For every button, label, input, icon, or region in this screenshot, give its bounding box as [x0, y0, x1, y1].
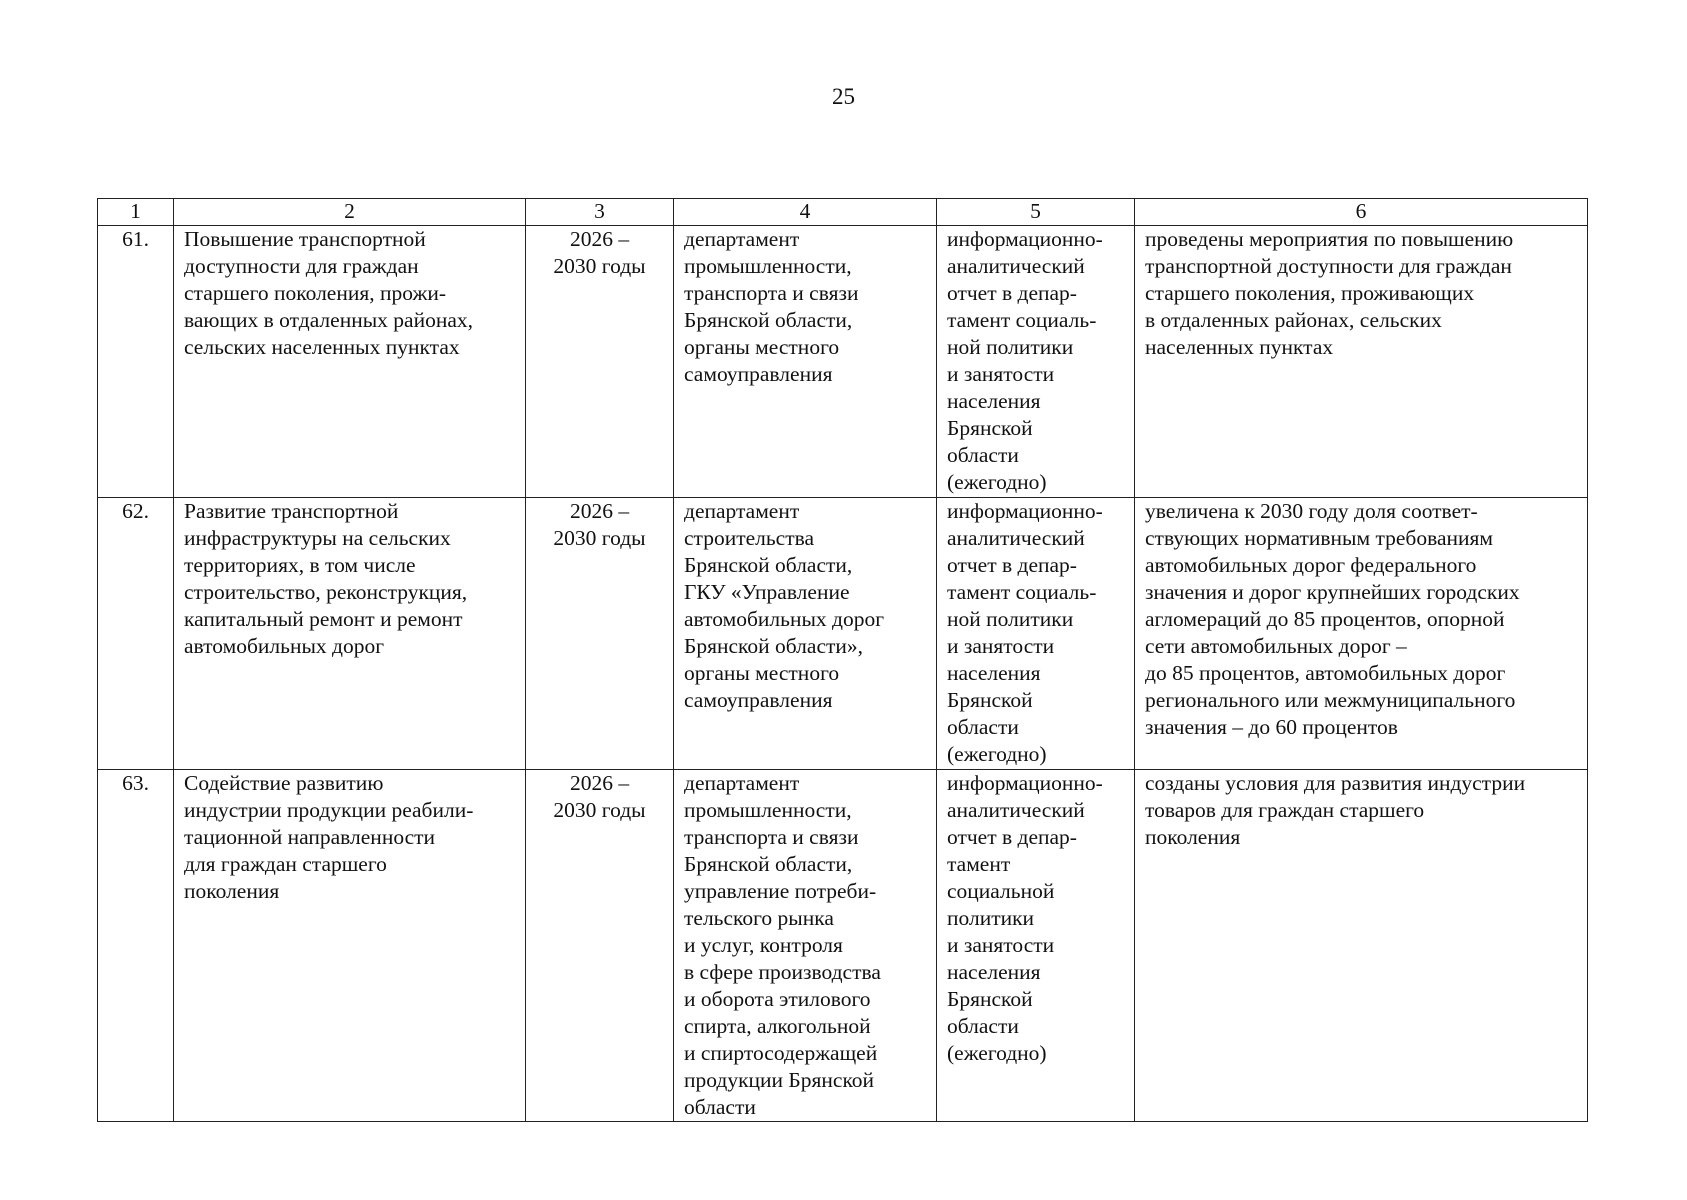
measure-cell: Содействие развитию индустрии продукции реабили- тационной направленности для граждан старшего поколения [174, 770, 526, 1122]
measure-cell: Развитие транспортной инфраструктуры на сельских территориях, в том числе строительство, реконструкция, капитальный ремонт и ремонт автомобильных дорог [174, 498, 526, 770]
executor-cell: департамент промышленности, транспорта и связи Брянской области, органы местного самоуправления [674, 226, 937, 498]
column-header-6: 6 [1135, 199, 1588, 226]
result-cell: увеличена к 2030 году доля соответ- ствующих нормативным требованиям автомобильных дорог федерального значения и дорог крупнейших городских агломераций до 85 процентов, опорной сети автомобильных дорог – до 85 процентов, автомобильных дорог регионального или межмуниципального значения – до 60 процентов [1135, 498, 1588, 770]
table-row [98, 226, 1588, 498]
table-row [98, 498, 1588, 770]
table-header-row [98, 199, 1588, 226]
column-header-5: 5 [937, 199, 1135, 226]
column-header-1: 1 [98, 199, 174, 226]
executor-cell: департамент строительства Брянской области, ГКУ «Управление автомобильных дорог Брянской области», органы местного самоуправления [674, 498, 937, 770]
row-number: 62. [98, 498, 174, 770]
result-cell: проведены мероприятия по повышению транспортной доступности для граждан старшего поколения, проживающих в отдаленных районах, сельских населенных пунктах [1135, 226, 1588, 498]
row-number: 63. [98, 770, 174, 1122]
column-header-3: 3 [526, 199, 674, 226]
result-cell: созданы условия для развития индустрии товаров для граждан старшего поколения [1135, 770, 1588, 1122]
period-cell: 2026 – 2030 годы [526, 770, 674, 1122]
period-cell: 2026 – 2030 годы [526, 498, 674, 770]
executor-cell: департамент промышленности, транспорта и связи Брянской области, управление потреби- тельского рынка и услуг, контроля в сфере производства и оборота этилового спирта, алкогольной и спиртосодержащей продукции Брянской области [674, 770, 937, 1122]
period-cell: 2026 – 2030 годы [526, 226, 674, 498]
report-cell: информационно- аналитический отчет в депар- тамент социаль- ной политики и занятости населения Брянской области (ежегодно) [937, 226, 1135, 498]
measures-table [97, 198, 1588, 1122]
column-header-2: 2 [174, 199, 526, 226]
row-number: 61. [98, 226, 174, 498]
report-cell: информационно- аналитический отчет в депар- тамент социаль- ной политики и занятости населения Брянской области (ежегодно) [937, 498, 1135, 770]
column-header-4: 4 [674, 199, 937, 226]
table-row [98, 770, 1588, 1122]
page-number: 25 [832, 84, 855, 109]
measure-cell: Повышение транспортной доступности для граждан старшего поколения, прожи- вающих в отдаленных районах, сельских населенных пунктах [174, 226, 526, 498]
report-cell: информационно- аналитический отчет в депар- тамент социальной политики и занятости населения Брянской области (ежегодно) [937, 770, 1135, 1122]
